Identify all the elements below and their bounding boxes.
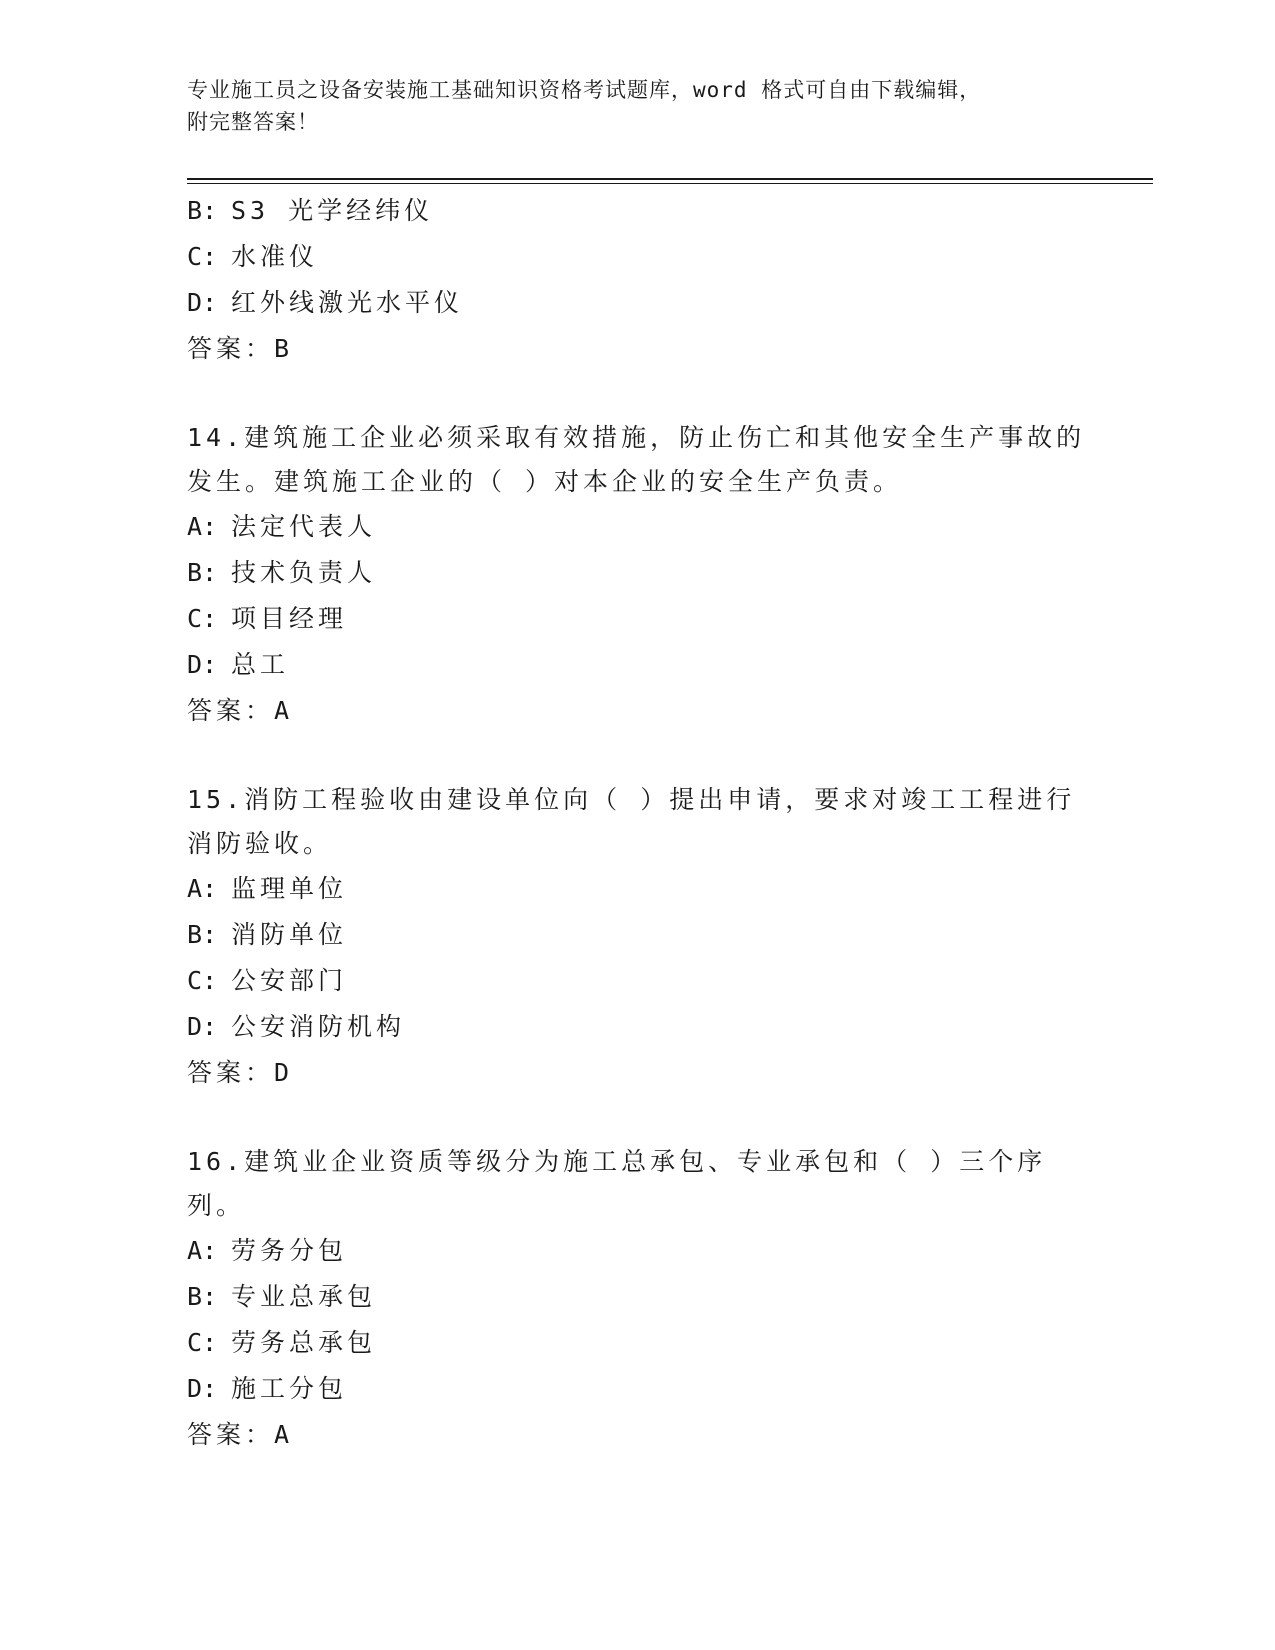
option-letter: D: [187, 1012, 218, 1041]
option-text: 劳务分包 [231, 1236, 348, 1265]
header-divider-thin [187, 183, 1153, 184]
option-a [187, 504, 1087, 550]
option-letter: B: [187, 920, 218, 949]
option-a [187, 1228, 1087, 1274]
option-d [187, 1004, 1087, 1050]
question-list [187, 188, 1087, 1458]
option-text: S3 光学经纬仪 [231, 196, 434, 225]
option-text: 红外线激光水平仪 [231, 288, 464, 317]
option-text: 监理单位 [231, 874, 348, 903]
option-text: 劳务总承包 [231, 1328, 377, 1357]
option-letter: D: [187, 1374, 218, 1403]
question-stem: 15.消防工程验收由建设单位向（ ）提出申请，要求对竣工工程进行消防验收。 [187, 785, 1076, 858]
question-14 [187, 416, 1087, 734]
option-letter: A: [187, 1236, 218, 1265]
option-b [187, 550, 1087, 596]
option-b [187, 188, 1087, 234]
option-letter: A: [187, 512, 218, 541]
option-text: 法定代表人 [231, 512, 377, 541]
document-header [187, 74, 1087, 138]
option-text: 项目经理 [231, 604, 348, 633]
option-text: 水准仪 [231, 242, 319, 271]
header-line-1: 专业施工员之设备安装施工基础知识资格考试题库，word 格式可自由下载编辑， [187, 78, 982, 102]
option-b [187, 912, 1087, 958]
answer-line: 答案：A [187, 1420, 294, 1449]
question-stem: 16.建筑业企业资质等级分为施工总承包、专业承包和（ ）三个序列。 [187, 1147, 1047, 1220]
option-letter: A: [187, 874, 218, 903]
option-text: 专业总承包 [231, 1282, 377, 1311]
option-letter: C: [187, 242, 218, 271]
option-c [187, 1320, 1087, 1366]
header-divider-thick [187, 178, 1153, 180]
option-c [187, 234, 1087, 280]
option-letter: B: [187, 1282, 218, 1311]
option-c [187, 596, 1087, 642]
option-text: 公安部门 [231, 966, 348, 995]
header-line-2: 附完整答案！ [187, 110, 319, 134]
option-letter: C: [187, 604, 218, 633]
option-text: 总工 [231, 650, 290, 679]
question-13-continued [187, 188, 1087, 372]
question-16 [187, 1140, 1087, 1458]
option-letter: C: [187, 966, 218, 995]
option-letter: B: [187, 558, 218, 587]
question-stem: 14.建筑施工企业必须采取有效措施，防止伤亡和其他安全生产事故的发生。建筑施工企业的（ ）对本企业的安全生产负责。 [187, 423, 1086, 496]
option-b [187, 1274, 1087, 1320]
answer-line: 答案：B [187, 334, 294, 363]
question-15 [187, 778, 1087, 1096]
option-text: 施工分包 [231, 1374, 348, 1403]
option-letter: D: [187, 650, 218, 679]
option-c [187, 958, 1087, 1004]
option-letter: D: [187, 288, 218, 317]
option-text: 消防单位 [231, 920, 348, 949]
option-d [187, 1366, 1087, 1412]
option-a [187, 866, 1087, 912]
option-d [187, 642, 1087, 688]
option-letter: B: [187, 196, 218, 225]
option-text: 公安消防机构 [231, 1012, 406, 1041]
answer-line: 答案：D [187, 1058, 294, 1087]
option-d [187, 280, 1087, 326]
option-letter: C: [187, 1328, 218, 1357]
answer-line: 答案：A [187, 696, 294, 725]
option-text: 技术负责人 [231, 558, 377, 587]
